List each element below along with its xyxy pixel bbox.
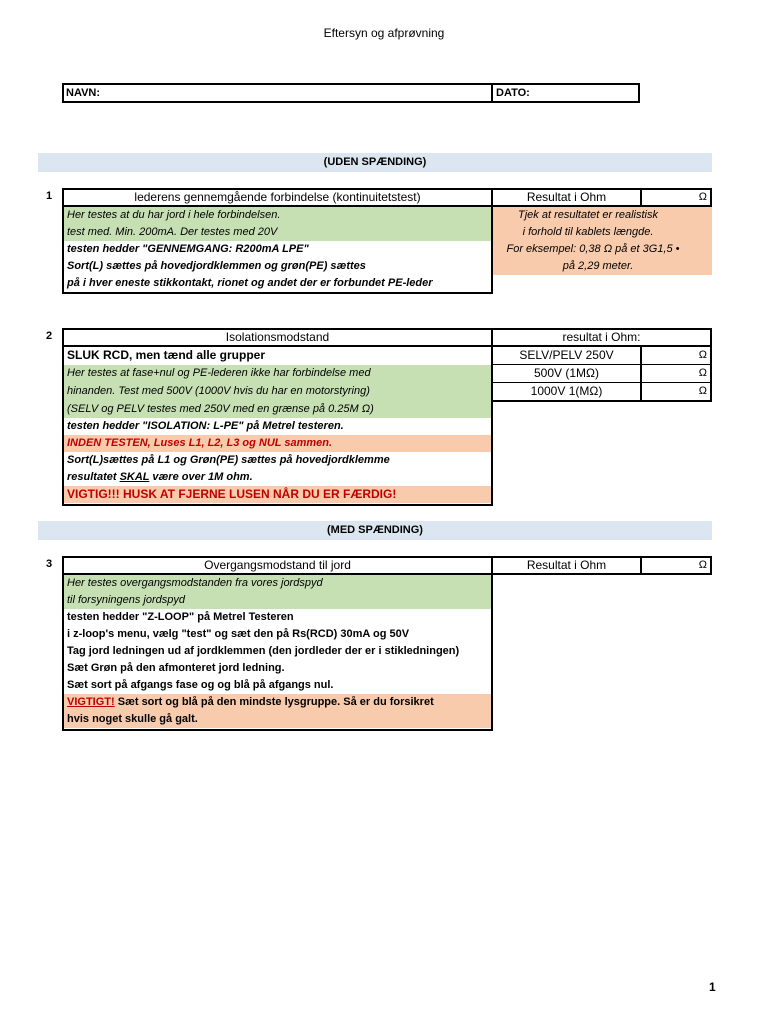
name-label: NAVN: — [66, 87, 101, 99]
section-3-warning-label: VIGTIGT! — [67, 696, 115, 708]
section-2-result-1-unit: Ω — [698, 349, 707, 361]
section-1-line-4: Sort(L) sættes på hovedjordklemmen og grøn(PE) sættes — [67, 260, 366, 272]
page-title: Eftersyn og afprøvning — [323, 26, 445, 40]
section-2-line-3: hinanden. Test med 500V (1000V hvis du har en motorstyring) — [67, 385, 370, 397]
section-1-number: 1 — [46, 190, 53, 202]
section-2-line-5: testen hedder "ISOLATION: L-PE" på Metrel testeren. — [67, 420, 344, 432]
section-3-result-header: Resultat i Ohm — [526, 558, 607, 572]
section-2-result-3-label: 1000V 1(MΩ) — [530, 384, 603, 398]
section-2-number: 2 — [46, 330, 53, 342]
section-1-note-2: i forhold til kablets længde. — [522, 226, 654, 238]
section-3-warning-1 — [64, 694, 491, 711]
section-2-line-4: (SELV og PELV testes med 250V med en grænse på 0.25M Ω) — [67, 403, 374, 415]
date-label: DATO: — [496, 87, 530, 99]
section-3-line-2: til forsyningens jordspyd — [64, 592, 491, 609]
section-2-line-6: INDEN TESTEN, Luses L1, L2, L3 og NUL sammen. — [64, 435, 491, 452]
section-3-number: 3 — [46, 558, 53, 570]
section-3-header: Overgangsmodstand til jord — [204, 558, 351, 572]
section-3-warning-text: Sæt sort og blå på den mindste lysgruppe. Så er du forsikret — [114, 696, 434, 708]
section-1-note-1: Tjek at resultatet er realistisk — [518, 209, 658, 221]
section-1-note-4: på 2,29 meter. — [562, 260, 634, 272]
section-1-line-5: på i hver eneste stikkontakt, rionet og andet der er forbundet PE-leder — [67, 277, 433, 289]
section-2-result-2-label: 500V (1MΩ) — [534, 366, 599, 380]
section-2-line-8-b: SKAL — [119, 471, 150, 483]
section-3-line-4: i z-loop's menu, vælg "test" og sæt den på Rs(RCD) 30mA og 50V — [67, 628, 410, 640]
section-3-line-5: Tag jord ledningen ud af jordklemmen (den jordleder der er i stikledningen) — [67, 645, 460, 657]
section-1-note-3: For eksempel: 0,38 Ω på et 3G1,5 • — [506, 243, 680, 255]
section-2-line-7: Sort(L)sættes på L1 og Grøn(PE) sættes på hovedjordklemme — [67, 454, 390, 466]
section-1-line-1: Her testes at du har jord i hele forbindelsen. — [64, 207, 491, 224]
section-2-header: Isolationsmodstand — [225, 330, 330, 344]
section-band-with-voltage: (MED SPÆNDING) — [38, 521, 712, 540]
section-2-result-3-unit: Ω — [698, 385, 707, 397]
section-3-unit: Ω — [698, 559, 707, 571]
section-2-line-8-a: resultatet — [67, 471, 120, 483]
section-2-line-2: Her testes at fase+nul og PE-lederen ikke har forbindelse med — [67, 367, 371, 379]
name-date-divider — [491, 83, 493, 103]
section-1-line-2: test med. Min. 200mA. Der testes med 20V — [64, 224, 491, 241]
section-3-line-7: Sæt sort på afgangs fase og og blå på afgangs nul. — [67, 679, 334, 691]
section-2-warning: VIGTIG!!! HUSK AT FJERNE LUSEN NÅR DU ER FÆRDIG! — [64, 486, 491, 503]
section-2-line-1: SLUK RCD, men tænd alle grupper — [67, 348, 266, 362]
section-2-result-header: resultat i Ohm: — [562, 330, 641, 344]
section-1-header: lederens gennemgående forbindelse (kontinuitetstest) — [134, 190, 421, 204]
section-2-result-2-unit: Ω — [698, 367, 707, 379]
section-2-result-1-label: SELV/PELV 250V — [519, 348, 614, 362]
name-date-box — [62, 83, 640, 103]
section-1-unit: Ω — [698, 191, 707, 203]
section-band-no-voltage: (UDEN SPÆNDING) — [38, 153, 712, 172]
section-2-line-8-c: være over 1M ohm. — [149, 471, 253, 483]
section-3-warning-2: hvis noget skulle gå galt. — [64, 711, 491, 728]
section-1-result-header: Resultat i Ohm — [526, 190, 607, 204]
section-3-line-1: Her testes overgangsmodstanden fra vores jordspyd — [64, 575, 491, 592]
page-number: 1 — [709, 980, 716, 994]
section-1-line-3: testen hedder "GENNEMGANG: R200mA LPE" — [67, 243, 309, 255]
section-2-line-8 — [64, 469, 491, 486]
section-3-line-3: testen hedder "Z-LOOP" på Metrel Testeren — [67, 611, 294, 623]
section-3-line-6: Sæt Grøn på den afmonteret jord ledning. — [67, 662, 285, 674]
